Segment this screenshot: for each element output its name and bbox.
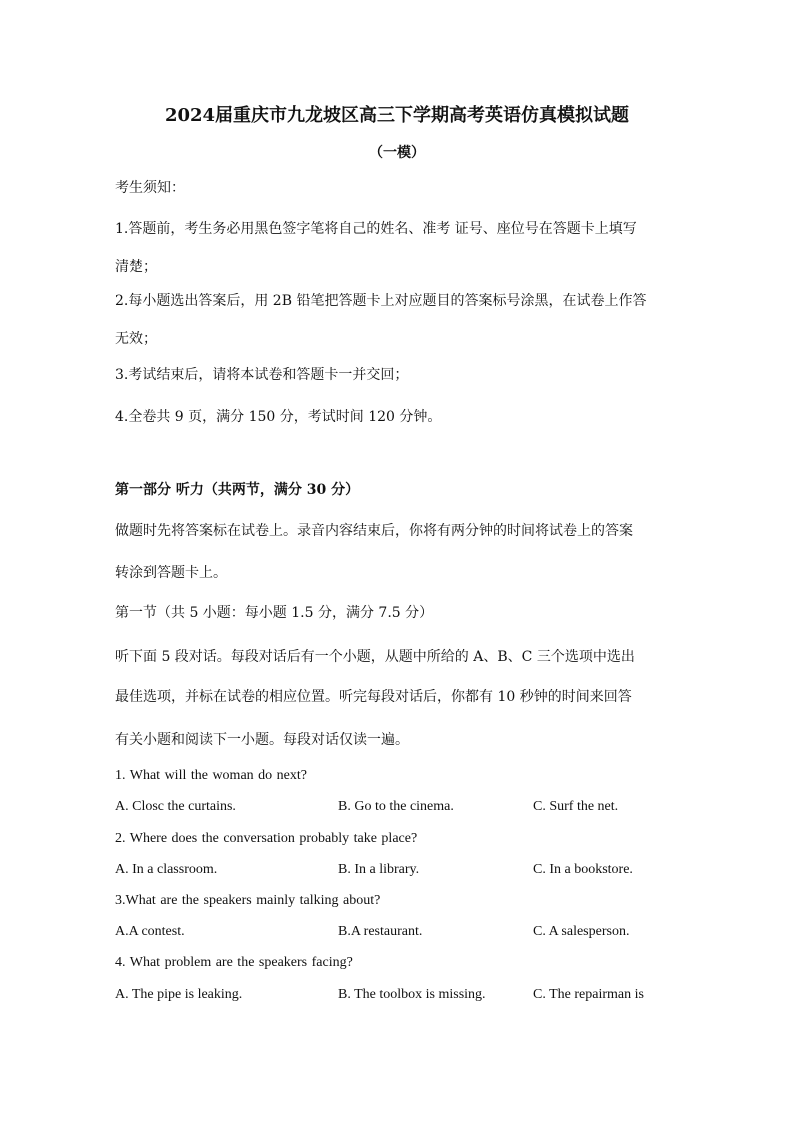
section1-instruction: 听下面 5 段对话。每段对话后有一个小题，从题中所给的 A、B、C 三个选项中选出	[115, 649, 635, 665]
part1-instruction: 做题时先将答案标在试卷上。录音内容结束后，你将有两分钟的时间将试卷上的答案	[115, 523, 633, 539]
page-subtitle: （一模）	[369, 145, 425, 161]
option-c: C. The repairman is	[533, 987, 644, 1002]
notice-line: 1.答题前，考生务必用黑色签字笔将自己的姓名、准考 证号、座位号在答题卡上填写	[115, 221, 637, 237]
option-c: C. Surf the net.	[533, 799, 619, 814]
notice-line: 2.每小题选出答案后，用 2B 铅笔把答题卡上对应题目的答案标号涂黑，在试卷上作答	[115, 293, 647, 309]
page-title: 2024届重庆市九龙坡区高三下学期高考英语仿真模拟试题	[164, 105, 630, 126]
option-b: B. In a library.	[338, 862, 420, 877]
option-c: C. In a bookstore.	[533, 862, 633, 877]
question-stem: 3.What are the speakers mainly talking about?	[115, 893, 381, 908]
option-a: A. Closc the curtains.	[115, 799, 236, 814]
notice-line: 3.考试结束后，请将本试卷和答题卡一并交回；	[115, 367, 409, 383]
section1-instruction: 最佳选项，并标在试卷的相应位置。听完每段对话后，你都有 10 秒钟的时间来回答	[115, 689, 632, 705]
question-stem: 1. What will the woman do next?	[115, 768, 307, 783]
option-c: C. A salesperson.	[533, 924, 630, 939]
question-stem: 4. What problem are the speakers facing?	[115, 955, 353, 970]
notice-line: 无效；	[115, 331, 157, 347]
section1-heading: 第一节（共 5 小题：每小题 1.5 分，满分 7.5 分）	[115, 605, 434, 621]
notice-line: 清楚；	[115, 259, 157, 275]
option-a: A. In a classroom.	[115, 862, 218, 877]
option-b: B. Go to the cinema.	[338, 799, 454, 814]
section1-instruction: 有关小题和阅读下一小题。每段对话仅读一遍。	[115, 732, 409, 748]
notice-heading: 考生须知：	[115, 180, 185, 196]
notice-line: 4.全卷共 9 页，满分 150 分，考试时间 120 分钟。	[115, 409, 442, 425]
option-a: A.A contest.	[115, 924, 185, 939]
option-b: B.A restaurant.	[338, 924, 423, 939]
part1-instruction: 转涂到答题卡上。	[115, 565, 227, 581]
option-a: A. The pipe is leaking.	[115, 987, 243, 1002]
part1-heading: 第一部分 听力（共两节，满分 30 分）	[115, 482, 360, 498]
question-stem: 2. Where does the conversation probably take place?	[115, 831, 418, 846]
option-b: B. The toolbox is missing.	[338, 987, 486, 1002]
